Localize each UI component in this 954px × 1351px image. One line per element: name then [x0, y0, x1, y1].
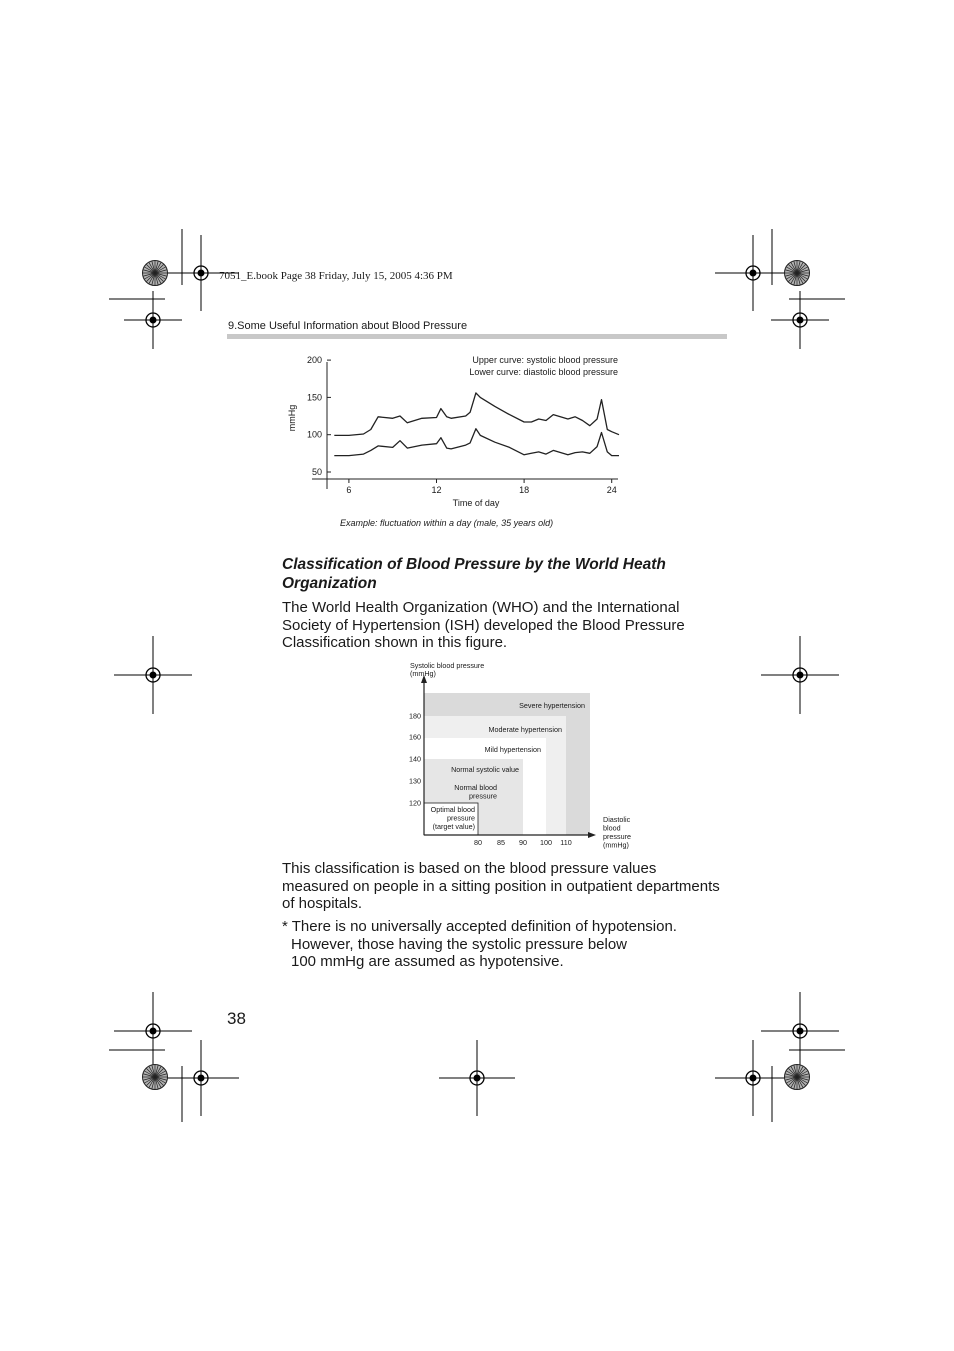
y-axis-label: mmHg: [287, 404, 297, 432]
running-head: 9.Some Useful Information about Blood Pressure: [228, 320, 468, 332]
y-tick-label: 200: [306, 355, 322, 366]
x-tick-label: 6: [346, 485, 352, 495]
registration-target-dot: [150, 1028, 157, 1035]
systolic-tick-label: 160: [409, 732, 421, 742]
label-normal-systolic-value: Normal systolic value: [451, 765, 519, 774]
label-mild-hypertension: Mild hypertension: [484, 745, 541, 754]
diastolic-tick-label: 110: [560, 838, 572, 847]
diastolic-axis-arrow: [588, 832, 596, 838]
page-number: 38: [227, 1009, 246, 1028]
registration-target-dot: [797, 1028, 804, 1035]
section-title: Classification of Blood Pressure by the World Heath Organization: [282, 556, 666, 592]
systolic-tick-label: 130: [409, 776, 421, 786]
daily-bp-line-chart: [270, 345, 650, 517]
label-optimal-blood-pressure: Optimal blood pressure (target value): [430, 805, 475, 831]
registration-target-dot: [750, 1075, 757, 1082]
registration-target-dot: [198, 270, 205, 277]
hypotension-footnote: [282, 918, 722, 971]
footnote-line-1: * There is no universally accepted definition of hypotension.: [282, 918, 677, 935]
registration-target-dot: [150, 672, 157, 679]
diastolic-tick-label: 80: [474, 838, 482, 847]
print-header: 7051_E.book Page 38 Friday, July 15, 2005 4:36 PM: [219, 270, 453, 282]
legend-entry-diastolic: Lower curve: diastolic blood pressure: [469, 367, 618, 377]
diastolic-tick-label: 100: [540, 838, 552, 847]
label-severe-hypertension: Severe hypertension: [519, 701, 585, 710]
footnote-line-2: However, those having the systolic pressure below: [291, 935, 628, 953]
y-tick-label: 50: [311, 467, 322, 477]
y-tick-label: 150: [306, 392, 322, 403]
systolic-tick-label: 120: [409, 798, 421, 808]
systolic-tick-label: 180: [409, 711, 421, 721]
registration-target-dot: [198, 1075, 205, 1082]
footnote-line-3: 100 mmHg are assumed as hypotensive.: [291, 953, 564, 970]
who-classification-chart: [400, 655, 650, 855]
x-tick-label: 24: [606, 485, 617, 495]
label-moderate-hypertension: Moderate hypertension: [488, 725, 562, 734]
x-tick-label: 12: [431, 485, 442, 495]
registration-target-dot: [750, 270, 757, 277]
systolic-axis-title: Systolic blood pressure (mmHg): [410, 661, 485, 678]
diastolic-tick-label: 90: [519, 838, 527, 847]
diastolic-tick-label: 85: [497, 838, 505, 847]
classification-paragraph: This classification is based on the blood pressure values measured on people in a sitting position in outpatient departments of hospitals.: [282, 860, 720, 912]
label-normal-blood-pressure: Normal blood pressure: [454, 783, 497, 801]
registration-target-dot: [797, 672, 804, 679]
systolic-tick-label: 140: [409, 754, 421, 764]
registration-target-dot: [150, 317, 157, 324]
chart-caption: Example: fluctuation within a day (male, 35 years old): [340, 518, 554, 528]
legend-entry-systolic: Upper curve: systolic blood pressure: [472, 355, 618, 365]
registration-target-dot: [797, 317, 804, 324]
diastolic-series-line: [334, 429, 619, 456]
x-axis-label: Time of day: [452, 498, 500, 508]
intro-paragraph: The World Health Organization (WHO) and the International Society of Hypertension (ISH) developed the Blood Pressure Classification shown in this figure.: [282, 599, 685, 651]
diastolic-axis-title: Diastolic blood pressure (mmHg): [603, 815, 631, 850]
x-tick-label: 18: [519, 485, 530, 495]
registration-target-dot: [474, 1075, 481, 1082]
header-rule: [227, 334, 727, 339]
y-tick-label: 100: [306, 429, 322, 440]
